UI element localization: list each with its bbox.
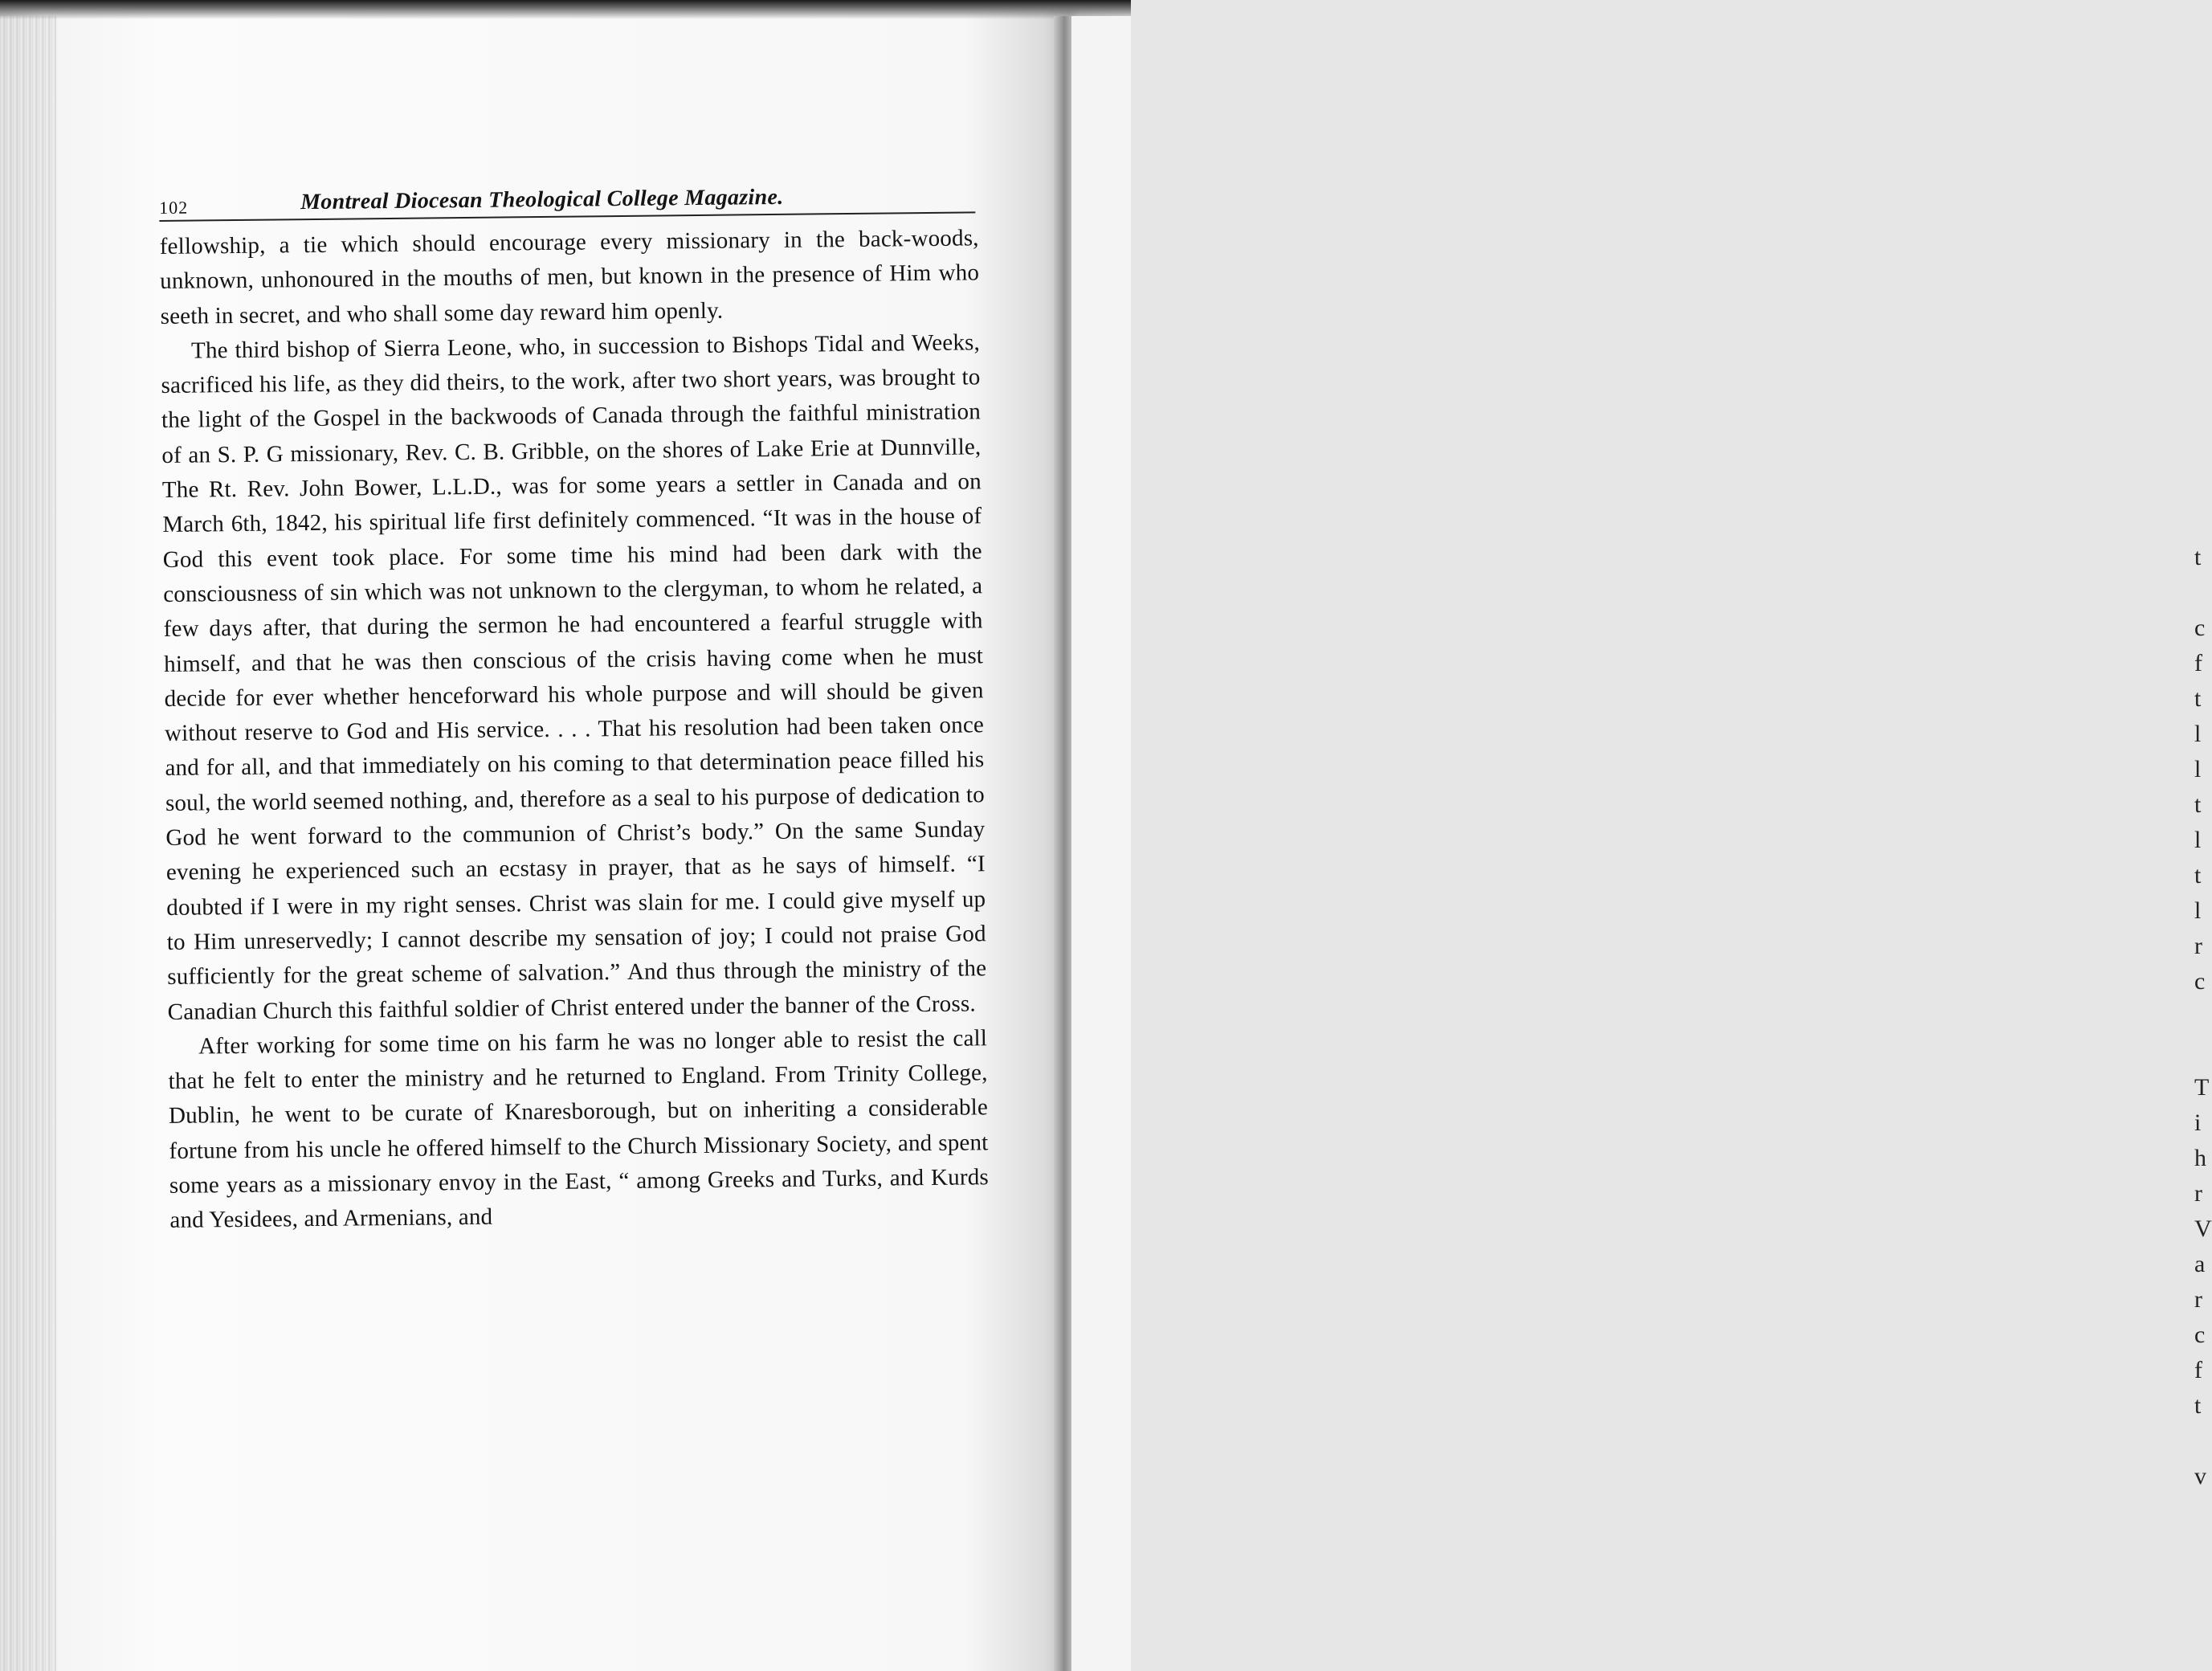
facing-page-text-fragment: t c f t l l t l t l r c T i h r V a r c f t v: [2194, 544, 2212, 1489]
printed-page: [159, 182, 990, 1238]
paragraph-missionary-career: After working for some time on his farm he was no longer able to resist the call that he felt to enter the ministry and he returned to England. From Trinity College, Dublin, he went to be curate of Knaresborough, but on inheriting a considerable fortune from his uncle he offered himself to the Church Missionary Society, and spent some years as a missionary envoy in the East, “ among Greeks and Turks, and Kurds and Yesidees, and Armenians, and: [168, 1025, 990, 1234]
facing-page: [1071, 16, 2212, 1671]
paragraph-continued: fellowship, a tie which should encourage every missionary in the back-woods, unknown, unhonoured in the mouths of men, but known in the presence of Him who seeth in secret, and who shall some day reward him openly.: [159, 225, 980, 329]
body-text: [160, 221, 990, 1238]
running-title: Montreal Diocesan Theological College Magazine.: [300, 184, 784, 215]
book-page-edges: [0, 16, 56, 1671]
book-gutter: [1054, 16, 1071, 1671]
paragraph-bishop-bower: The third bishop of Sierra Leone, who, in succession to Bishops Tidal and Weeks, sacrificed his life, as they did theirs, to the work, after two short years, was brought to the light of the Gospel in the backwoods of Canada through the faithful ministration of an S. P. G missionary, Rev. C. B. Gribble, on the shores of Lake Erie at Dunnville, The Rt. Rev. John Bower, L.L.D., was for some years a settler in Canada and on March 6th, 1842, his spiritual life first definitely commenced. “It was in the house of God this event took place. For some time his mind had been dark with the consciousness of sin which was not unknown to the clergyman, to whom he related, a few days after, that during the sermon he had encountered a fearful struggle with himself, and that he was then conscious of the crisis having come when he must decide for ever whether henceforward his whole purpose and will should be given without reserve to God and His service. . . . That his resolution had been taken once and for all, and that immediately on his coming to that determination peace filled his soul, the world seemed nothing, and, therefore as a seal to his purpose of dedication to God he went forward to the communion of Christ’s body.” On the same Sunday evening he experienced such an ecstasy in prayer, that as he says of himself. “I doubted if I were in my right senses. Christ was slain for me. I could give myself up to Him unreservedly; I cannot describe my sensation of joy; I could not praise God sufficiently for the great scheme of salvation.” And thus through the ministry of the Canadian Church this faithful soldier of Christ entered under the banner of the Cross.: [161, 329, 987, 1025]
page-number: 102: [159, 197, 189, 218]
scan-top-shadow: [0, 0, 1131, 19]
